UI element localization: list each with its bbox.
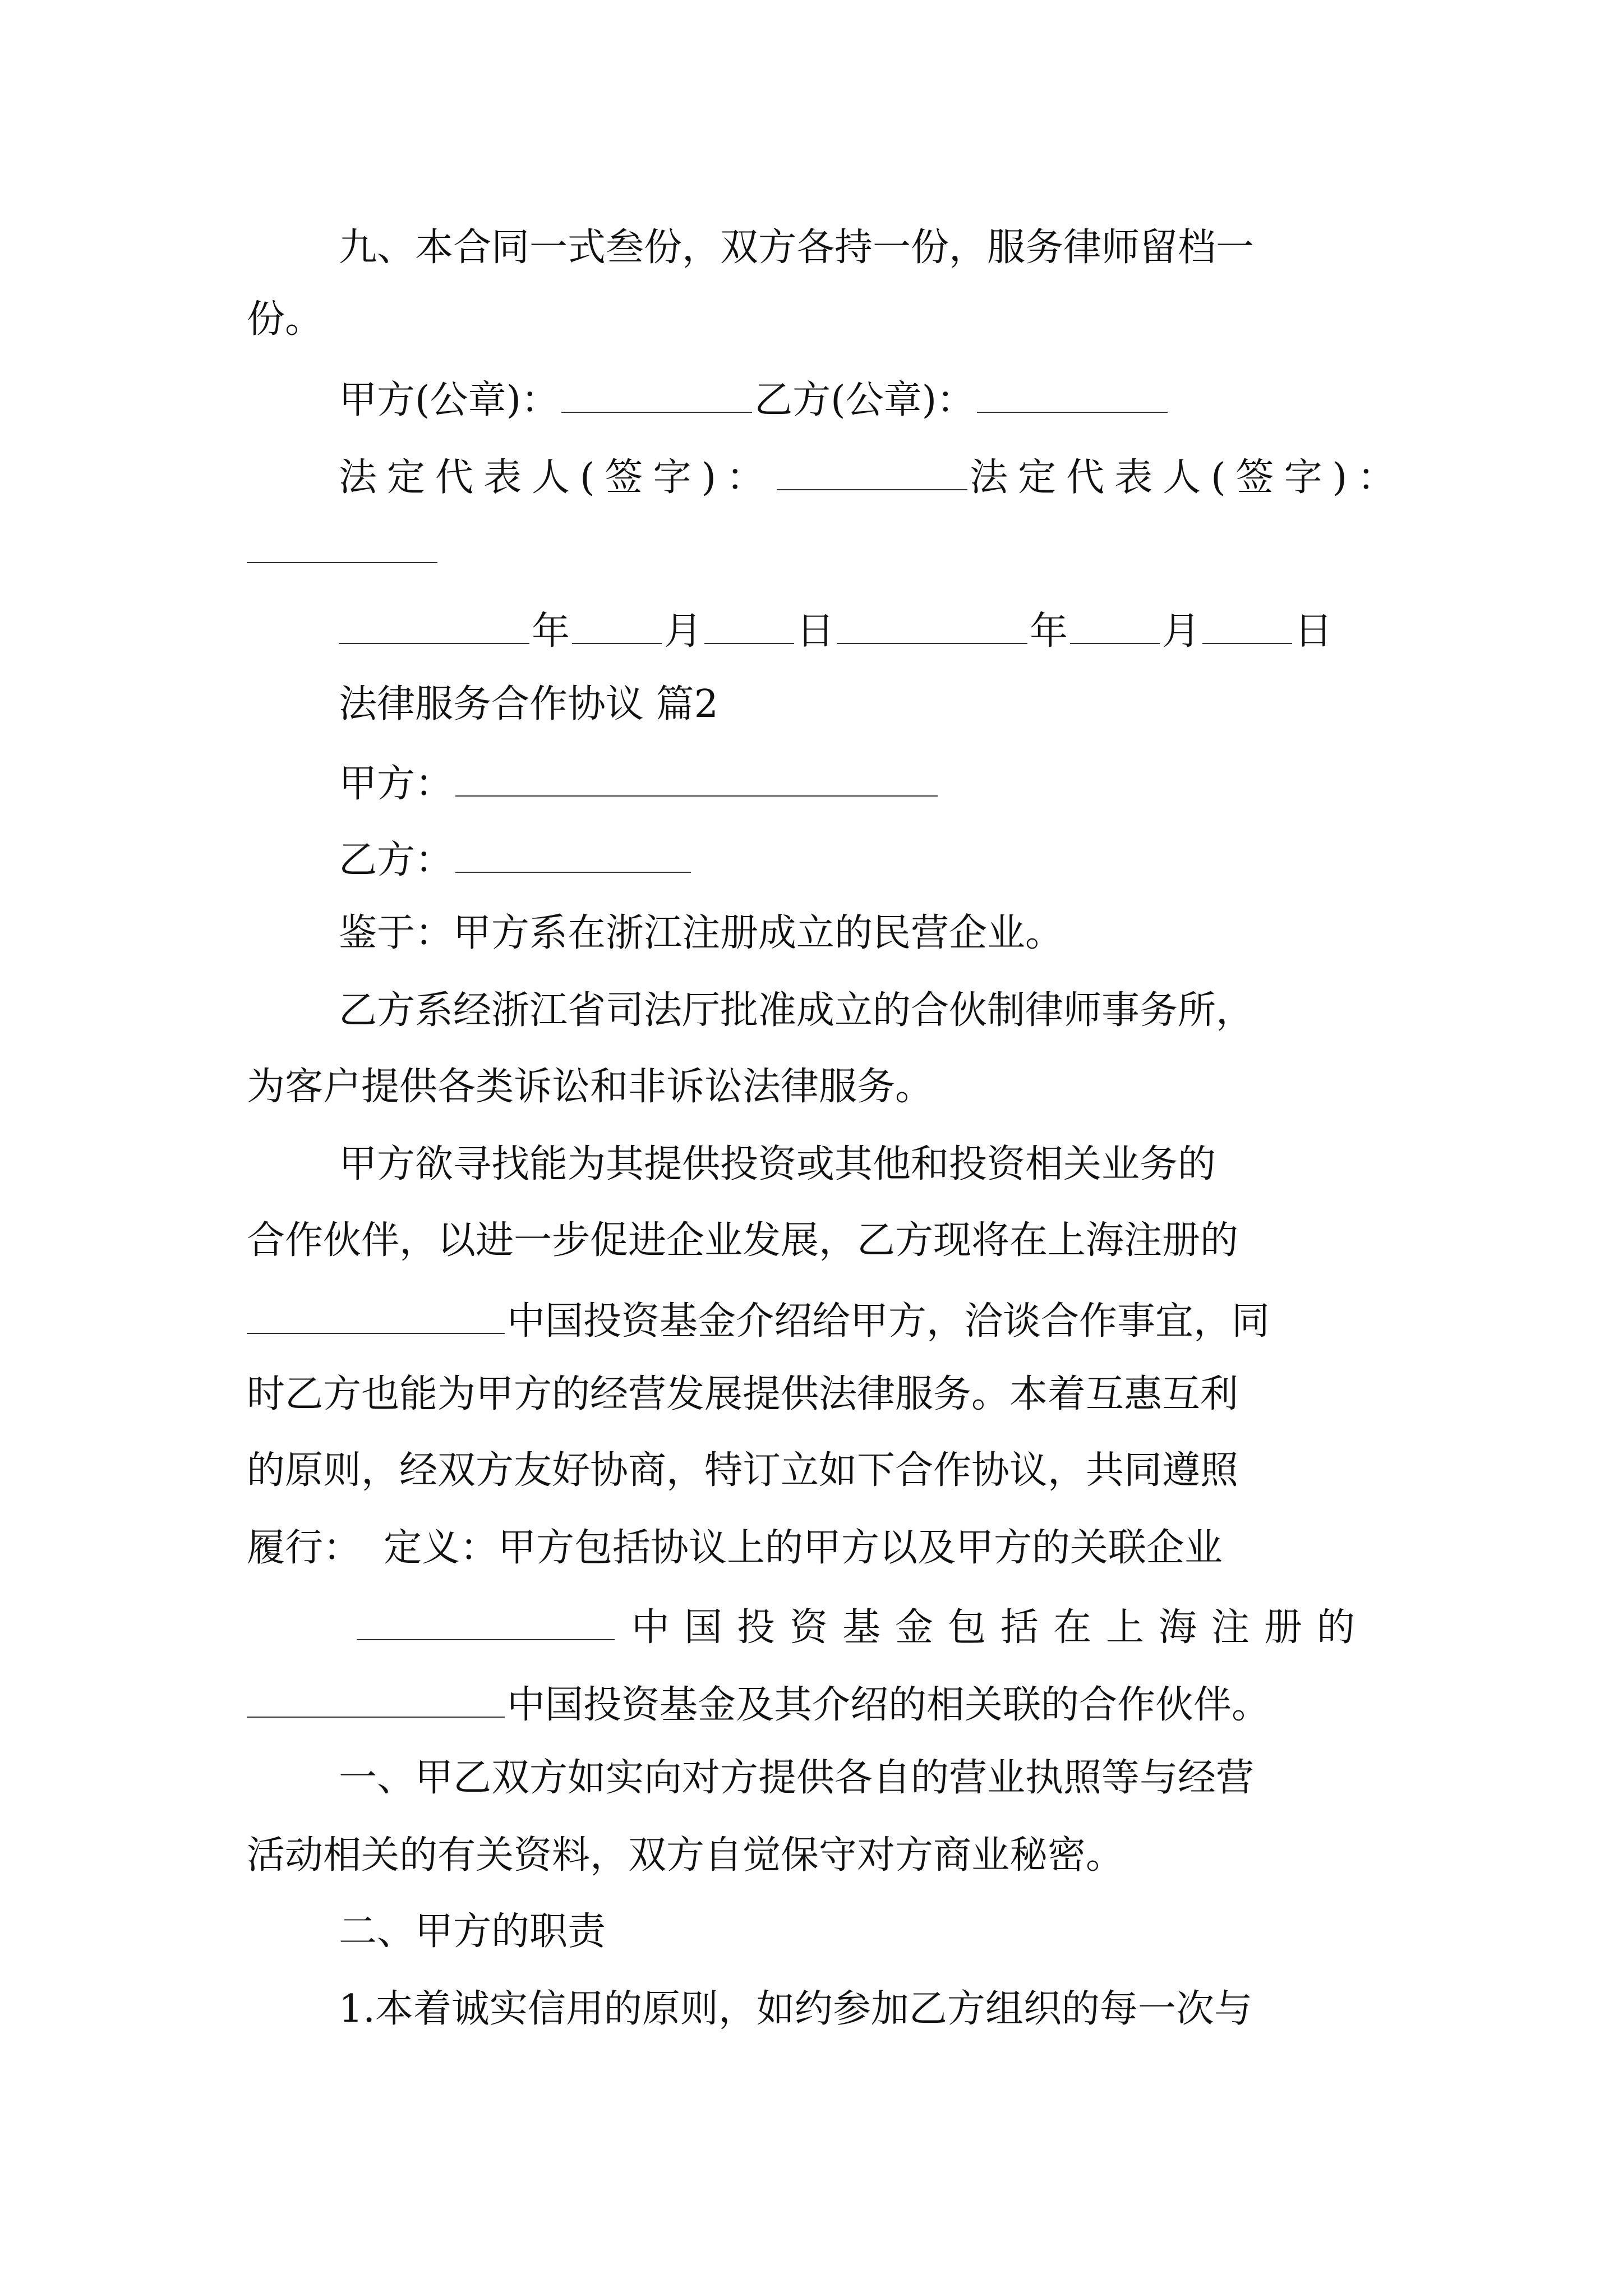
date-b-year-blank bbox=[837, 609, 1027, 644]
party-b-seal-label: 乙方(公章)： bbox=[754, 378, 975, 422]
party-b-label: 乙方： bbox=[339, 838, 454, 882]
seal-line bbox=[339, 378, 1170, 420]
party-a-line bbox=[339, 762, 940, 806]
item-1-line-2: 活动相关的有关资料，双方自觉保守对方商业秘密。 bbox=[247, 1833, 1124, 1878]
whereas-line: 鉴于：甲方系在浙江注册成立的民营企业。 bbox=[339, 911, 1064, 955]
clause-9-line-1: 九、本合同一式叁份，双方各持一份，服务律师留档一 bbox=[339, 226, 1255, 270]
p2-line-7-text: 中国投资基金包括在上海注册的 bbox=[631, 1605, 1370, 1650]
party-a-seal-blank bbox=[561, 378, 752, 413]
p2-line-6b: 定义：甲方包括协议上的甲方以及甲方的关联企业 bbox=[384, 1526, 1223, 1570]
party-b-seal-blank bbox=[977, 378, 1168, 413]
item-1-line-1: 一、甲乙双方如实向对方提供各自的营业执照等与经营 bbox=[339, 1756, 1255, 1800]
date-b-month-blank bbox=[1070, 609, 1160, 644]
legal-rep-a-blank bbox=[777, 455, 967, 490]
p1-line-1: 乙方系经浙江省司法厅批准成立的合伙制律师事务所， bbox=[339, 988, 1255, 1033]
date-a-day-blank bbox=[704, 609, 794, 644]
p2-line-8 bbox=[247, 1683, 1270, 1727]
legal-rep-line bbox=[339, 455, 1406, 500]
party-b-line bbox=[339, 838, 693, 880]
legal-rep-b-label: 法定代表人(签字)： bbox=[970, 455, 1406, 500]
p2-line-6 bbox=[247, 1526, 1223, 1570]
party-a-label: 甲方： bbox=[339, 762, 454, 806]
item-2-1: 1.本着诚实信用的原则，如约参加乙方组织的每一次与 bbox=[339, 1987, 1252, 2031]
legal-rep-b-blank bbox=[247, 528, 437, 563]
party-a-blank bbox=[455, 762, 938, 797]
p2-line-6a: 履行： bbox=[247, 1526, 362, 1570]
p2-line-7 bbox=[357, 1605, 1370, 1650]
fund-name-blank-1 bbox=[247, 1299, 505, 1334]
date-a-year-blank bbox=[339, 609, 529, 644]
clause-9-line-2: 份。 bbox=[247, 297, 324, 342]
fund-name-blank-2 bbox=[357, 1605, 615, 1640]
date-a-month-blank bbox=[572, 609, 662, 644]
section-title: 法律服务合作协议 篇2 bbox=[339, 682, 718, 726]
p2-line-2: 合作伙伴，以进一步促进企业发展，乙方现将在上海注册的 bbox=[247, 1218, 1239, 1263]
party-b-blank bbox=[455, 838, 691, 873]
p2-line-3 bbox=[247, 1299, 1270, 1341]
date-b-month: 月 bbox=[1162, 609, 1201, 654]
item-2-title: 二、甲方的职责 bbox=[339, 1910, 606, 1954]
party-a-seal-label: 甲方(公章)： bbox=[339, 378, 560, 422]
p1-line-2: 为客户提供各类诉讼和非诉讼法律服务。 bbox=[247, 1065, 934, 1109]
legal-rep-b-blank-line bbox=[247, 528, 437, 570]
date-a-day: 日 bbox=[796, 609, 835, 654]
p2-line-3-text: 中国投资基金介绍给甲方，洽谈合作事宜，同 bbox=[507, 1299, 1270, 1343]
date-a-year: 年 bbox=[532, 609, 570, 654]
fund-name-blank-3 bbox=[247, 1683, 505, 1718]
date-b-day-blank bbox=[1202, 609, 1292, 644]
date-a-month: 月 bbox=[664, 609, 703, 654]
p2-line-5: 的原则，经双方友好协商，特订立如下合作协议，共同遵照 bbox=[247, 1448, 1239, 1493]
p2-line-1: 甲方欲寻找能为其提供投资或其他和投资相关业务的 bbox=[339, 1142, 1216, 1186]
p2-line-4: 时乙方也能为甲方的经营发展提供法律服务。本着互惠互利 bbox=[247, 1372, 1239, 1416]
date-b-day: 日 bbox=[1294, 609, 1333, 654]
legal-rep-a-label: 法定代表人(签字)： bbox=[339, 455, 775, 500]
date-b-year: 年 bbox=[1030, 609, 1068, 654]
date-line bbox=[336, 609, 1333, 654]
p2-line-8-text: 中国投资基金及其介绍的相关联的合作伙伴。 bbox=[507, 1683, 1270, 1727]
